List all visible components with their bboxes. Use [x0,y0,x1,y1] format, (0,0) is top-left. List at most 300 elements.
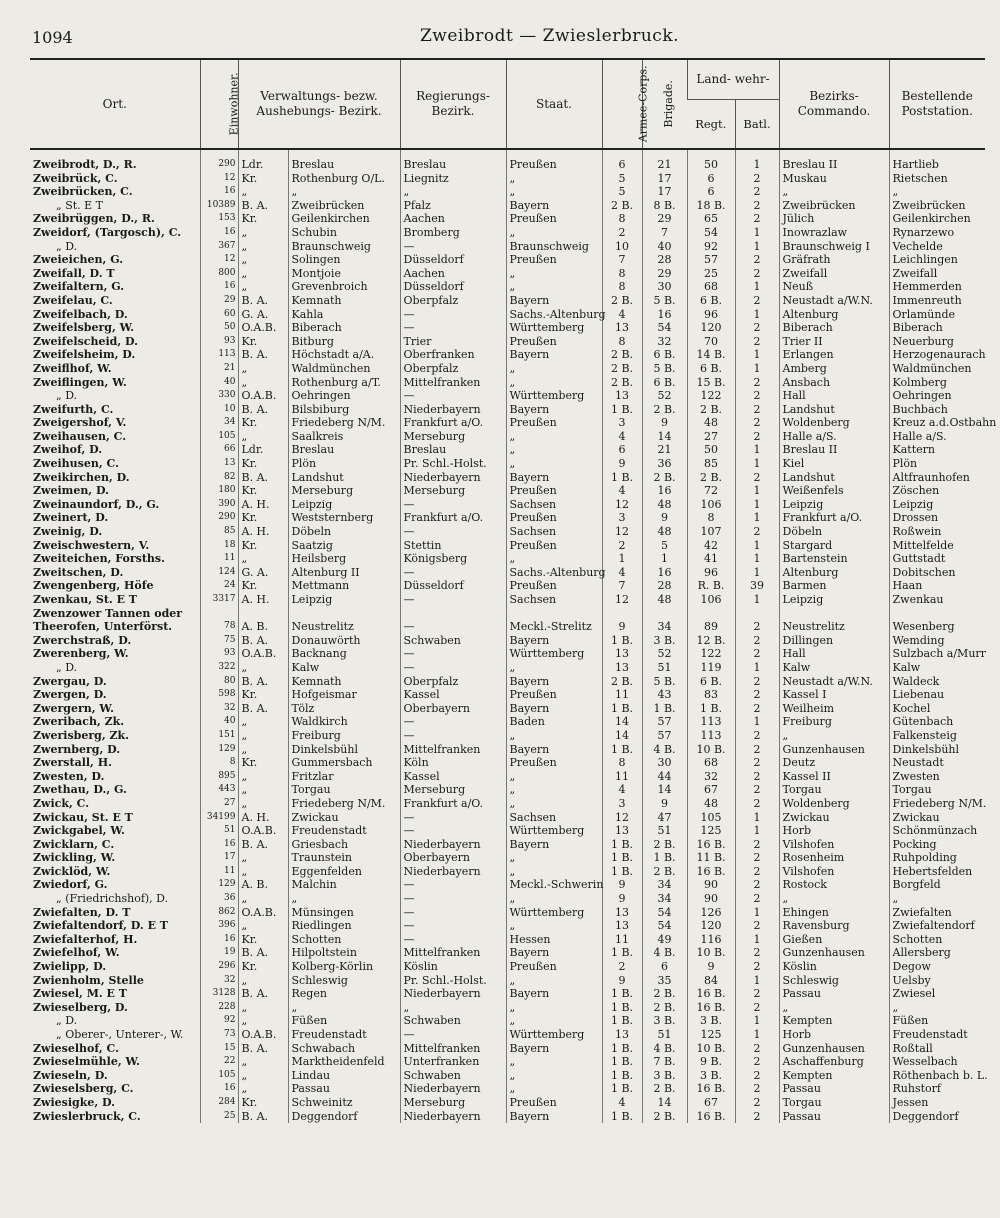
table-row [30,933,985,947]
cell-poststation: Liebenau [889,688,985,702]
cell-regt: 68 [687,280,735,294]
cell-regt: 116 [687,933,735,947]
table-row [30,498,985,512]
table-row [30,783,985,797]
cell-commando: Zweifall [779,267,889,281]
cell-amt: „ [238,253,288,267]
cell-bezirk [288,607,400,621]
cell-staat: Preußen [506,688,602,702]
cell-staat: Preußen [506,158,602,172]
cell-armee: 8 [602,756,642,770]
cell-amt: Kr. [238,457,288,471]
cell-commando: Gunzenhausen [779,1042,889,1056]
cell-poststation: Neustadt [889,756,985,770]
cell-regt: 1 B. [687,702,735,716]
cell-regierung: Unterfranken [400,1055,506,1069]
cell-ort: Zweischwestern, V. [33,538,150,552]
cell-armee: 9 [602,620,642,634]
cell-staat: „ [506,172,602,186]
cell-bezirk: Breslau [288,158,400,172]
cell-commando: Hall [779,389,889,403]
cell-commando: Halle a/S. [779,430,889,444]
cell-batl: 2 [735,321,779,335]
cell-bezirk: Waldkirch [288,715,400,729]
cell-bezirk: Schotten [288,933,400,947]
cell-bezirk: Braunschweig [288,240,400,254]
cell-armee: 2 [602,226,642,240]
cell-brigade: 3 B. [642,1069,687,1083]
cell-staat: Württemberg [506,321,602,335]
cell-batl: 1 [735,539,779,553]
cell-regt: 10 B. [687,1042,735,1056]
cell-regierung: Merseburg [400,783,506,797]
cell-commando: Altenburg [779,566,889,580]
cell-commando: Kempten [779,1014,889,1028]
table-row [30,416,985,430]
cell-armee: 13 [602,824,642,838]
table-row [30,525,985,539]
cell-staat: Preußen [506,579,602,593]
table-row [30,770,985,784]
cell-staat: Sachsen [506,811,602,825]
cell-amt: B. A. [238,838,288,852]
cell-regt: 125 [687,824,735,838]
cell-bezirk: Kahla [288,308,400,322]
cell-amt: „ [238,661,288,675]
cell-brigade: 16 [642,566,687,580]
cell-bezirk: Grevenbroich [288,280,400,294]
cell-batl: 2 [735,294,779,308]
cell-brigade: 54 [642,919,687,933]
cell-brigade: 1 [642,552,687,566]
cell-einwohner: 24 [200,579,238,593]
cell-regierung: — [400,566,506,580]
cell-einwohner: 16 [200,280,238,294]
cell-einwohner: 32 [200,702,238,716]
cell-brigade: 57 [642,715,687,729]
cell-regierung: Mittelfranken [400,1042,506,1056]
cell-regierung: Oberpfalz [400,675,506,689]
cell-regierung: Niederbayern [400,1082,506,1096]
cell-bezirk: Füßen [288,1014,400,1028]
cell-staat: Sachsen [506,593,602,607]
cell-einwohner: 73 [200,1028,238,1042]
cell-bezirk: Heilsberg [288,552,400,566]
table-row [30,443,985,457]
cell-batl: 2 [735,403,779,417]
cell-bezirk: Kemnath [288,675,400,689]
cell-poststation: Plön [889,457,985,471]
cell-bezirk: Hilpoltstein [288,946,400,960]
cell-armee: 9 [602,457,642,471]
cell-batl: 2 [735,946,779,960]
cell-commando: Amberg [779,362,889,376]
cell-regierung: Aachen [400,267,506,281]
cell-brigade: 17 [642,185,687,199]
cell-armee: 1 B. [602,1082,642,1096]
cell-armee: 8 [602,280,642,294]
cell-einwohner: 296 [200,960,238,974]
cell-regierung: Kassel [400,688,506,702]
cell-einwohner: 36 [200,892,238,906]
cell-poststation: Halle a/S. [889,430,985,444]
cell-amt: Kr. [238,511,288,525]
cell-regt: 2 B. [687,471,735,485]
cell-bezirk: Schwabach [288,1042,400,1056]
cell-batl: 2 [735,525,779,539]
cell-batl: 1 [735,240,779,254]
cell-regt: 6 [687,172,735,186]
cell-einwohner: 93 [200,647,238,661]
cell-ort: Zweifelscheid, D. [33,334,138,348]
cell-regierung: Niederbayern [400,987,506,1001]
cell-poststation: Wesenberg [889,620,985,634]
cell-brigade: 2 B. [642,838,687,852]
cell-batl: 1 [735,457,779,471]
cell-commando: Barmen [779,579,889,593]
cell-regt: 48 [687,416,735,430]
cell-ort: Zweikirchen, D. [33,470,130,484]
cell-regierung: — [400,824,506,838]
cell-batl: 2 [735,851,779,865]
cell-armee: 7 [602,579,642,593]
cell-poststation: Zwiesel [889,987,985,1001]
cell-ort: Zwieselhof, C. [33,1041,119,1055]
table-row [30,675,985,689]
cell-armee: 1 [602,552,642,566]
cell-bezirk: Riedlingen [288,919,400,933]
cell-batl: 2 [735,702,779,716]
cell-bezirk: Tölz [288,702,400,716]
cell-staat: „ [506,1055,602,1069]
cell-commando: Landshut [779,471,889,485]
cell-amt: O.A.B. [238,321,288,335]
cell-commando: Horb [779,1028,889,1042]
cell-armee: 2 [602,960,642,974]
cell-commando: Horb [779,824,889,838]
cell-regierung: Schwaben [400,1069,506,1083]
cell-poststation: Dinkelsbühl [889,743,985,757]
cell-poststation: Füßen [889,1014,985,1028]
cell-bezirk: Rothenburg O/L. [288,172,400,186]
cell-regierung: Königsberg [400,552,506,566]
cell-commando: Erlangen [779,348,889,362]
cell-staat: „ [506,552,602,566]
cell-staat: Sachs.-Altenburg [506,308,602,322]
cell-batl: 2 [735,1110,779,1124]
cell-brigade: 3 B. [642,634,687,648]
cell-poststation: Rynarzewo [889,226,985,240]
cell-brigade: 36 [642,457,687,471]
cell-bezirk: Zwickau [288,811,400,825]
cell-bezirk: Kemnath [288,294,400,308]
cell-brigade: 5 B. [642,294,687,308]
cell-bezirk: Biberach [288,321,400,335]
cell-bezirk: Freudenstadt [288,1028,400,1042]
cell-regt: 16 B. [687,865,735,879]
cell-poststation: Leipzig [889,498,985,512]
cell-ort: Zweieichen, G. [33,253,124,267]
cell-brigade: 9 [642,797,687,811]
cell-amt: B. A. [238,1110,288,1124]
cell-commando: Trier II [779,335,889,349]
cell-staat: „ [506,797,602,811]
cell-regt: 16 B. [687,1110,735,1124]
cell-poststation: Jessen [889,1096,985,1110]
cell-ort: Zwienholm, Stelle [33,973,144,987]
cell-einwohner: 66 [200,443,238,457]
cell-armee: 2 B. [602,362,642,376]
cell-batl: 1 [735,158,779,172]
cell-regt: 3 B. [687,1069,735,1083]
cell-amt: „ [238,552,288,566]
cell-bezirk: Montjoie [288,267,400,281]
cell-ort: Zwiefalterhof, H. [33,932,138,946]
cell-commando: Breslau II [779,443,889,457]
table-row [30,457,985,471]
cell-armee: 8 [602,335,642,349]
cell-batl: 2 [735,212,779,226]
cell-regierung: Liegnitz [400,172,506,186]
cell-commando: Woldenberg [779,416,889,430]
table-row [30,308,985,322]
cell-staat: Bayern [506,838,602,852]
cell-bezirk: Fritzlar [288,770,400,784]
cell-amt [238,607,288,621]
cell-einwohner [200,607,238,621]
cell-bezirk: Gummersbach [288,756,400,770]
cell-commando: Dillingen [779,634,889,648]
cell-staat: „ [506,185,602,199]
cell-regt: 2 B. [687,403,735,417]
cell-batl: 2 [735,335,779,349]
cell-poststation: Waldeck [889,675,985,689]
table-row [30,688,985,702]
cell-commando: „ [779,185,889,199]
cell-einwohner: 34199 [200,811,238,825]
cell-amt: „ [238,770,288,784]
cell-staat: Württemberg [506,647,602,661]
cell-brigade: 8 B. [642,199,687,213]
cell-regt: 12 B. [687,634,735,648]
cell-ort: Zweifelau, C. [33,293,113,307]
cell-amt: A. H. [238,525,288,539]
cell-regt: 106 [687,593,735,607]
cell-commando: Passau [779,1110,889,1124]
cell-batl: 1 [735,280,779,294]
cell-ort: Zwerenberg, W. [33,647,129,661]
cell-armee: 1 B. [602,865,642,879]
cell-armee: 3 [602,511,642,525]
cell-bezirk: Schleswig [288,974,400,988]
cell-staat: Preußen [506,335,602,349]
cell-armee: 13 [602,906,642,920]
table-row [30,389,985,403]
cell-staat: „ [506,430,602,444]
cell-armee: 2 [602,539,642,553]
cell-einwohner: 82 [200,471,238,485]
cell-brigade: 54 [642,906,687,920]
cell-batl: 2 [735,1055,779,1069]
cell-einwohner: 153 [200,212,238,226]
cell-bezirk: Donauwörth [288,634,400,648]
cell-batl: 1 [735,484,779,498]
cell-staat: „ [506,661,602,675]
cell-amt: Kr. [238,933,288,947]
cell-commando: Ansbach [779,376,889,390]
cell-commando: Ehingen [779,906,889,920]
cell-brigade: 4 B. [642,1042,687,1056]
table-row [30,946,985,960]
cell-batl: 2 [735,471,779,485]
cell-poststation [889,607,985,621]
cell-brigade: 16 [642,484,687,498]
cell-batl: 1 [735,498,779,512]
cell-commando: Jülich [779,212,889,226]
cell-regt: 10 B. [687,743,735,757]
cell-einwohner: 800 [200,267,238,281]
cell-regierung: — [400,892,506,906]
cell-staat: Bayern [506,1042,602,1056]
cell-bezirk: Saatzig [288,539,400,553]
cell-batl: 2 [735,743,779,757]
cell-bezirk: Dinkelsbühl [288,743,400,757]
cell-ort: „ Oberer-, Unterer-, W. [56,1028,184,1041]
cell-regierung: Oberbayern [400,702,506,716]
cell-amt: B. A. [238,1042,288,1056]
cell-armee: 1 B. [602,743,642,757]
table-row [30,348,985,362]
cell-einwohner: 75 [200,634,238,648]
cell-staat: Bayern [506,702,602,716]
cell-regt: 65 [687,212,735,226]
cell-einwohner: 15 [200,1042,238,1056]
cell-brigade: 51 [642,661,687,675]
cell-batl: 1 [735,824,779,838]
cell-brigade: 1 B. [642,851,687,865]
cell-regt: 122 [687,647,735,661]
col-header-brigade: Brigade. [642,59,687,149]
cell-ort: Zwiesigke, D. [33,1095,115,1109]
cell-amt: O.A.B. [238,1028,288,1042]
cell-poststation: Immenreuth [889,294,985,308]
cell-amt: „ [238,1069,288,1083]
cell-regt: 27 [687,430,735,444]
table-row [30,471,985,485]
cell-regt: 6 [687,185,735,199]
cell-poststation: „ [889,1001,985,1015]
cell-amt: B. A. [238,403,288,417]
cell-commando: „ [779,892,889,906]
cell-regierung: — [400,620,506,634]
cell-bezirk: Griesbach [288,838,400,852]
cell-regierung: Niederbayern [400,865,506,879]
cell-bezirk: Traunstein [288,851,400,865]
cell-commando: Deutz [779,756,889,770]
cell-batl: 1 [735,511,779,525]
table-row [30,158,985,172]
cell-poststation: Kochel [889,702,985,716]
cell-regierung: Niederbayern [400,1110,506,1124]
cell-einwohner: 129 [200,743,238,757]
cell-commando: Kassel I [779,688,889,702]
cell-einwohner: 105 [200,430,238,444]
col-header-landwehr: Land- wehr- [687,59,779,100]
cell-regierung: Merseburg [400,484,506,498]
cell-bezirk: Münsingen [288,906,400,920]
cell-regt: 16 B. [687,838,735,852]
cell-batl: 2 [735,1069,779,1083]
table-row [30,647,985,661]
cell-brigade: 30 [642,756,687,770]
cell-amt: Kr. [238,172,288,186]
cell-bezirk: Schweinitz [288,1096,400,1110]
cell-poststation: Falkensteig [889,729,985,743]
cell-regt: 96 [687,308,735,322]
cell-poststation: Hartlieb [889,158,985,172]
cell-einwohner: 367 [200,240,238,254]
cell-amt: „ [238,851,288,865]
cell-staat: „ [506,443,602,457]
cell-armee: 2 B. [602,294,642,308]
cell-armee: 8 [602,267,642,281]
table-row [30,919,985,933]
cell-regt [687,607,735,621]
cell-bezirk: Mettmann [288,579,400,593]
cell-regierung: — [400,240,506,254]
cell-bezirk: Plön [288,457,400,471]
cell-poststation: Vechelde [889,240,985,254]
cell-commando: Freiburg [779,715,889,729]
cell-regierung: — [400,811,506,825]
cell-brigade: 2 B. [642,403,687,417]
cell-ort: Zwengenberg, Höfe [33,579,154,593]
cell-ort: „ St. E T [56,198,104,212]
cell-poststation: Borgfeld [889,878,985,892]
cell-brigade: 9 [642,416,687,430]
cell-batl: 2 [735,634,779,648]
cell-ort: Zweinaundorf, D., G. [33,497,160,511]
cell-commando: Rosenheim [779,851,889,865]
cell-armee: 12 [602,811,642,825]
cell-amt: B. A. [238,702,288,716]
cell-amt: Kr. [238,579,288,593]
cell-batl: 1 [735,348,779,362]
cell-staat: Sachs.-Altenburg [506,566,602,580]
cell-bezirk: Zweibrücken [288,199,400,213]
cell-brigade: 17 [642,172,687,186]
cell-regt: 67 [687,1096,735,1110]
cell-brigade: 7 [642,226,687,240]
cell-amt: „ [238,1014,288,1028]
cell-amt: „ [238,783,288,797]
cell-amt: Kr. [238,688,288,702]
cell-armee: 1 B. [602,851,642,865]
table-body [30,149,997,1123]
cell-ort: Zwieselberg, D. [33,1000,128,1014]
cell-poststation: Wemding [889,634,985,648]
cell-ort: Zwiefaltendorf, D. E T [33,919,168,933]
cell-staat: „ [506,974,602,988]
cell-commando: Kassel II [779,770,889,784]
cell-bezirk: Solingen [288,253,400,267]
cell-batl: 1 [735,566,779,580]
cell-ort: Zwieslerbruck, C. [33,1109,141,1123]
cell-amt: Kr. [238,212,288,226]
cell-regt: 85 [687,457,735,471]
table-row [30,199,985,213]
table-row [30,906,985,920]
